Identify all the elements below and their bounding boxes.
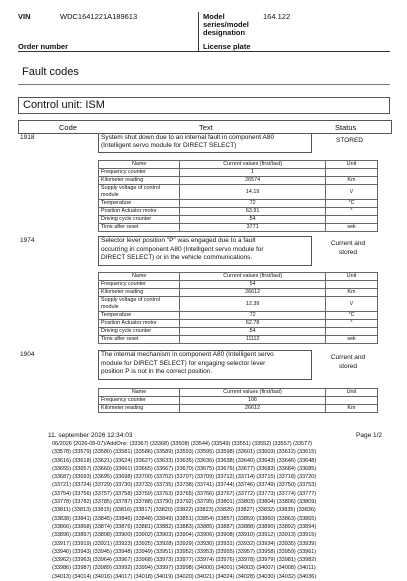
name-cell: Time after reset xyxy=(99,224,180,232)
addon-id-line: (33962) (33963) (33964) (33967) (33968) (33973) (33977) (33974) (33976) (33978) (33979) (33981) (33982) xyxy=(52,557,317,564)
unit-cell: ° xyxy=(325,208,377,216)
unit-cell: sek xyxy=(325,224,377,232)
unit-cell: V xyxy=(325,297,377,312)
fault-row-1904 xyxy=(18,350,390,380)
fault-status: STORED xyxy=(336,137,363,144)
value-row xyxy=(99,281,378,289)
value-cell: 54 xyxy=(180,281,326,289)
value-header: Current values (first/last) xyxy=(180,389,326,397)
value-row xyxy=(99,224,378,232)
fault-table-header xyxy=(18,120,392,134)
name-cell: Supply voltage of control module xyxy=(99,185,180,200)
addon-id-list xyxy=(52,440,392,581)
value-row xyxy=(99,289,378,297)
value-cell: 26612 xyxy=(180,289,326,297)
value-row xyxy=(99,208,378,216)
print-date: 11. september 2026 12:34:03 xyxy=(48,432,133,439)
name-cell: Driving cycle counter xyxy=(99,328,180,336)
control-unit-box xyxy=(18,97,390,114)
addon-id-line: (33940) (33943) (33945) (33948) (33949) (33951) (33952) (33953) (33955) (33957) (33958) (33959) (33961) xyxy=(52,548,317,555)
unit-cell xyxy=(325,216,377,224)
name-header: Name xyxy=(99,161,180,169)
value-row xyxy=(99,336,378,344)
unit-cell: °C xyxy=(325,312,377,320)
fault-row-1974 xyxy=(18,236,390,266)
value-row xyxy=(99,328,378,336)
value-cell: 26574 xyxy=(180,177,326,185)
addon-id-line: (33754) (33756) (33757) (33758) (33759) (33763) (33765) (33766) (33767) (33772) (33773) (33774) (33777) xyxy=(52,490,317,497)
value-cell: 106 xyxy=(180,397,326,405)
unit-header: Unit xyxy=(325,389,377,397)
page-number: Page 1/2 xyxy=(356,432,383,439)
value-row xyxy=(99,297,378,312)
header-column-divider xyxy=(198,12,199,51)
name-cell: Supply voltage of control module xyxy=(99,297,180,312)
addon-id-line: (33578) (33579) (33580) (33581) (33586) (33589) (33593) (33595) (33598) (33601) (33603) (33612) (33615) xyxy=(52,449,317,456)
value-cell: 14.19 xyxy=(180,185,326,200)
fault-code: 1974 xyxy=(20,237,35,244)
value-cell: 11112 xyxy=(180,336,326,344)
value-row xyxy=(99,169,378,177)
value-cell: 54 xyxy=(180,216,326,224)
value-header: Current values (first/last) xyxy=(180,161,326,169)
name-cell: Frequency counter xyxy=(99,281,180,289)
unit-cell xyxy=(325,281,377,289)
name-cell: Driving cycle counter xyxy=(99,216,180,224)
value-cell: 62.78 xyxy=(180,320,326,328)
value-cell: 72 xyxy=(180,200,326,208)
current-values-table xyxy=(98,388,378,413)
unit-cell xyxy=(325,397,377,405)
fault-text-box: Selector lever position "P" was engaged due to a fault occurring in component A80 (Intelligent servo module for DIRECT SELECT) or in the vehicle communications. xyxy=(98,236,312,266)
name-cell: Kilometer reading xyxy=(99,289,180,297)
unit-cell: sek xyxy=(325,336,377,344)
addon-id-line: (33778) (33782) (33785) (33787) (33788) (33790) (33792) (33795) (33801) (33803) (33804) (33806) (33809) xyxy=(52,499,317,506)
addon-id-line: (33896) (33897) (33898) (33900) (33902) (33903) (33904) (33906) (33908) (33910) (33912) (33913) (33915) xyxy=(52,532,317,539)
value-row xyxy=(99,216,378,224)
fault-text-box: System shut down due to an internal fault in component A80 (Intelligent servo module for DIRECT SELECT) xyxy=(98,133,312,153)
name-cell: Temperature xyxy=(99,200,180,208)
column-text: Text xyxy=(199,123,213,132)
addon-id-line: (33986) (33987) (33989) (33992) (33994) (33997) (33998) (34000) (34001) (34003) (34007) (34008) (34011) xyxy=(52,565,316,572)
header-divider xyxy=(18,51,390,52)
license-plate-label: License plate xyxy=(203,42,251,51)
value-header: Current values (first/last) xyxy=(180,273,326,281)
unit-cell xyxy=(325,328,377,336)
unit-cell: Km xyxy=(325,177,377,185)
value-row xyxy=(99,185,378,200)
current-values-table xyxy=(98,272,378,344)
unit-cell: °C xyxy=(325,200,377,208)
name-cell: Frequency counter xyxy=(99,169,180,177)
addon-id-line: (33811) (33813) (33815) (33816) (33817) (33820) (33822) (33823) (33825) (33827) (33832) (33835) (33836) xyxy=(52,507,316,514)
name-cell: Position Actuator motor xyxy=(99,208,180,216)
name-cell: Frequency counter xyxy=(99,397,180,405)
value-cell: 63.91 xyxy=(180,208,326,216)
fault-row-1918 xyxy=(18,133,390,153)
value-cell: 1 xyxy=(180,169,326,177)
control-unit-title: Control unit: ISM xyxy=(23,99,105,111)
unit-cell: V xyxy=(325,185,377,200)
unit-cell: Km xyxy=(325,289,377,297)
addon-id-line: (33721) (33724) (33729) (33730) (33733) (33735) (33738) (33741) (33744) (33746) (33749) (33750) (33753) xyxy=(52,482,317,489)
unit-cell: ° xyxy=(325,320,377,328)
name-cell: Kilometer reading xyxy=(99,177,180,185)
value-cell: 72 xyxy=(180,312,326,320)
title-rule xyxy=(18,84,390,85)
value-row xyxy=(99,312,378,320)
vin-label: VIN xyxy=(18,12,31,21)
value-cell: 54 xyxy=(180,328,326,336)
unit-cell: Km xyxy=(325,405,377,413)
header-block xyxy=(18,13,398,51)
value-row xyxy=(99,320,378,328)
name-cell: Time after reset xyxy=(99,336,180,344)
column-code: Code xyxy=(59,123,77,132)
addon-id-line: (33687) (33693) (33695) (33698) (33700) (33702) (33707) (33709) (33712) (33714) (33715) (33718) (33720) xyxy=(52,474,317,481)
model-value: 164.122 xyxy=(263,12,291,21)
fault-status: Current and stored xyxy=(330,354,366,370)
unit-cell xyxy=(325,169,377,177)
addon-id-line: (33838) (33841) (33845) (33846) (33848) (33849) (33851) (33854) (33857) (33859) (33860) (33863) (33865) xyxy=(52,515,317,522)
value-row xyxy=(99,177,378,185)
value-row xyxy=(99,200,378,208)
column-status: Status xyxy=(335,123,357,132)
name-header: Name xyxy=(99,389,180,397)
model-label: Model series/model designation xyxy=(203,12,249,37)
fault-code: 1918 xyxy=(20,134,35,141)
addon-id-line: (33866) (33868) (33874) (33876) (33881) (33882) (33883) (33885) (33887) (33888) (33890) (33892) (33894) xyxy=(52,523,317,530)
fault-code: 1904 xyxy=(20,351,35,358)
name-cell: Position Actuator motor xyxy=(99,320,180,328)
unit-header: Unit xyxy=(325,161,377,169)
value-row xyxy=(99,405,378,413)
value-cell: 12.39 xyxy=(180,297,326,312)
name-cell: Kilometer reading xyxy=(99,405,180,413)
addon-id-line: (33917) (33919) (33921) (33923) (33925) (33928) (33929) (33930) (33931) (33932) (33934) (33935) (33939) xyxy=(52,540,317,547)
name-header: Name xyxy=(99,273,180,281)
addon-id-line: (33616) (33618) (33621) (33624) (33627) (33633) (33635) (33636) (33638) (33640) (33643) (33646) (33648) xyxy=(52,457,317,464)
addon-id-line: (34013) (34014) (34016) (34017) (34018) (34019) (34020) (34021) (34024) (34028) (34030) (34032) (34036) xyxy=(52,573,317,580)
value-cell: 26612 xyxy=(180,405,326,413)
order-number-label: Order number xyxy=(18,42,69,51)
page-title: Fault codes xyxy=(22,66,79,78)
unit-header: Unit xyxy=(325,273,377,281)
name-cell: Temperature xyxy=(99,312,180,320)
value-row xyxy=(99,397,378,405)
fault-text-box: The internal mechanism in component A80 (Intelligent servo module for DIRECT SELECT) for engaging selector lever position P is not in the correct position. xyxy=(98,350,312,380)
fault-status: Current and stored xyxy=(330,240,366,256)
value-cell: 3771 xyxy=(180,224,326,232)
addon-id-line: 06/2026 (2026-05-07)/AddOns: (33367) (33368) (33508) (33544) (33549) (33551) (33552) (33557) (33577) xyxy=(52,441,312,447)
addon-id-line: (33655) (33657) (33660) (33661) (33665) (33667) (33670) (33675) (33676) (33677) (33683) (33684) (33685) xyxy=(52,465,317,472)
vin-value: WDC1641221A189613 xyxy=(60,12,138,21)
current-values-table xyxy=(98,160,378,232)
